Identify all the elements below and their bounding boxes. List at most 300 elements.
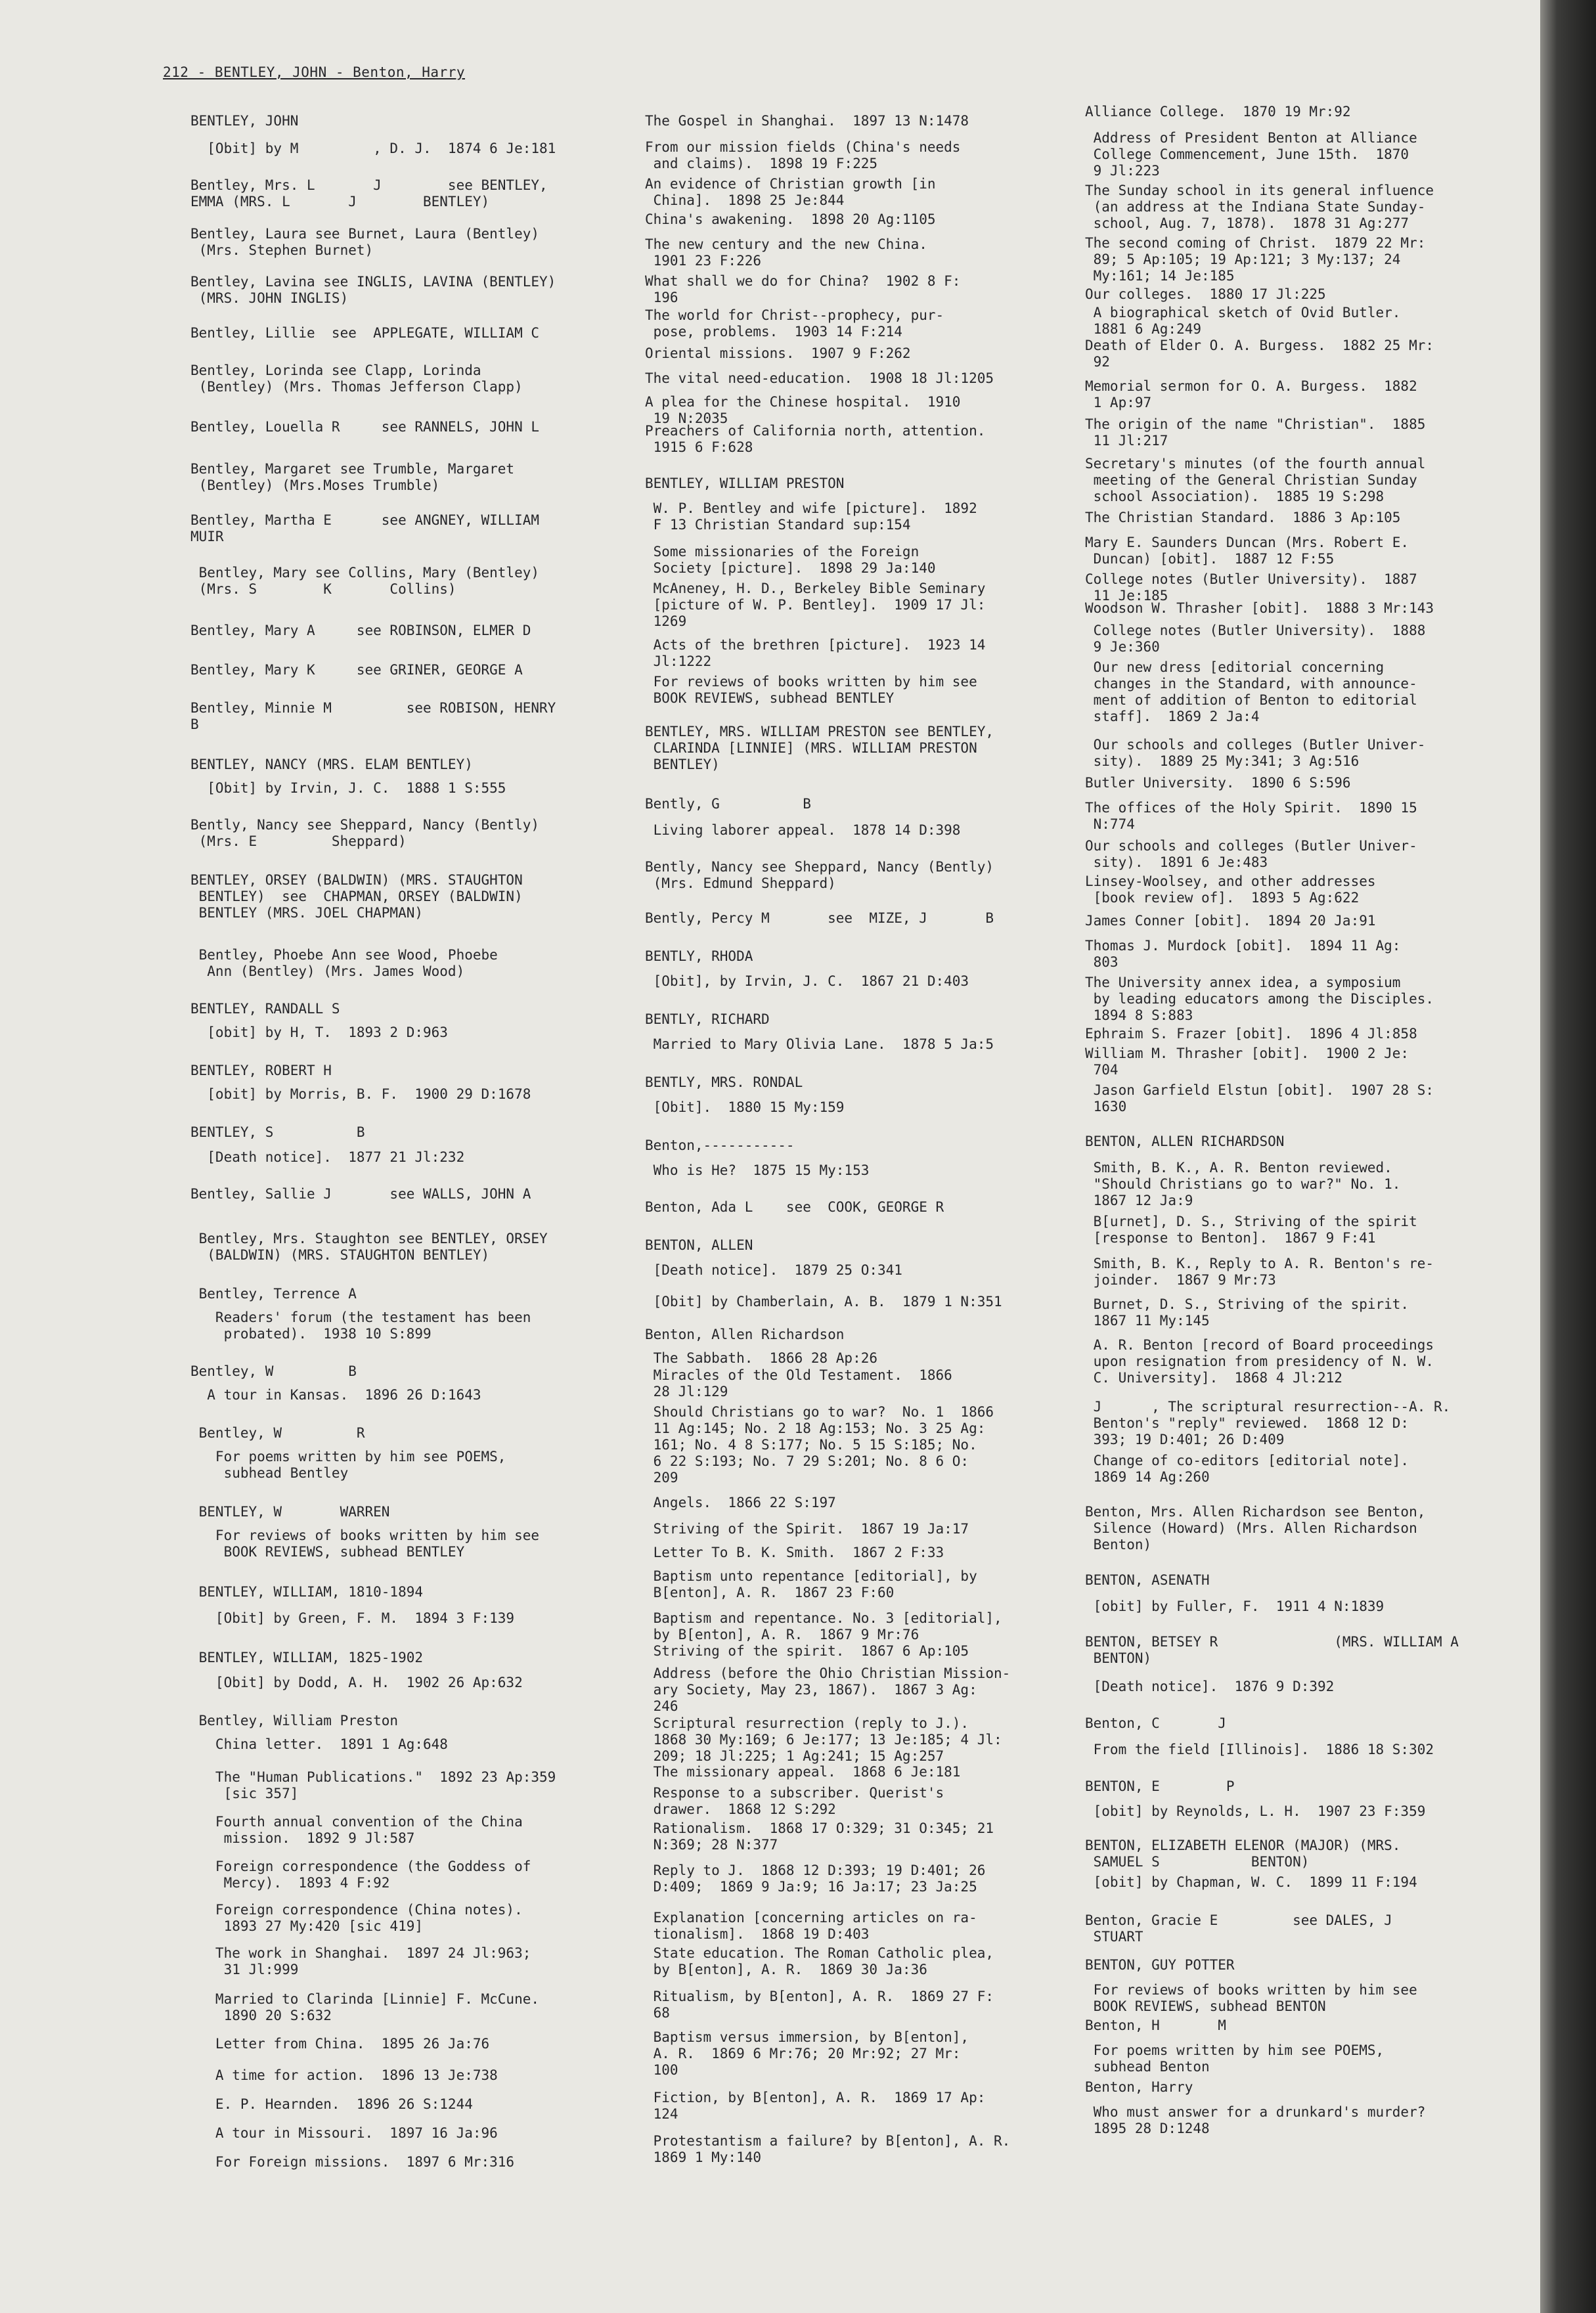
entry-line: Baptism unto repentance [editorial], by bbox=[645, 1568, 977, 1584]
index-entry bbox=[190, 1610, 514, 1627]
entry-line: China's awakening. 1898 20 Ag:1105 bbox=[645, 211, 936, 227]
entry-line: Change of co-editors [editorial note]. bbox=[1085, 1453, 1409, 1468]
entry-line: (Bentley) (Mrs. Thomas Jefferson Clapp) bbox=[190, 379, 523, 395]
entry-line: BENTLEY, MRS. WILLIAM PRESTON see BENTLEY, bbox=[645, 724, 994, 739]
entry-line: [obit] by Chapman, W. C. 1899 11 F:194 bbox=[1085, 1874, 1417, 1890]
index-entry bbox=[645, 1910, 977, 1943]
entry-line: 19 N:2035 bbox=[645, 410, 728, 426]
entry-line: Bentley, Laura see Burnet, Laura (Bentley) bbox=[190, 226, 540, 242]
index-entry bbox=[645, 423, 985, 456]
entry-line: Explanation [concerning articles on ra- bbox=[645, 1910, 977, 1926]
entry-line: The Christian Standard. 1886 3 Ap:105 bbox=[1085, 510, 1401, 525]
entry-line: A tour in Kansas. 1896 26 D:1643 bbox=[190, 1387, 481, 1403]
index-entry bbox=[645, 1162, 869, 1179]
entry-line: College notes (Butler University). 1888 bbox=[1085, 623, 1426, 638]
entry-line: Benton, Harry bbox=[1085, 2079, 1193, 2095]
entry-line: 1869 14 Ag:260 bbox=[1085, 1469, 1210, 1485]
entry-line: 1894 8 S:883 bbox=[1085, 1007, 1193, 1023]
index-entry bbox=[1085, 378, 1417, 411]
entry-line: 393; 19 D:401; 26 D:409 bbox=[1085, 1432, 1285, 1447]
entry-line: College Commencement, June 15th. 1870 bbox=[1085, 146, 1409, 162]
entry-line: The world for Christ--prophecy, pur- bbox=[645, 307, 944, 323]
index-entry bbox=[645, 1294, 1002, 1310]
index-entry bbox=[190, 2125, 498, 2142]
entry-line: For reviews of books written by him see bbox=[190, 1528, 540, 1543]
entry-line: 1881 6 Ag:249 bbox=[1085, 321, 1202, 337]
entry-line: BENTLEY, WILLIAM PRESTON bbox=[645, 475, 845, 491]
index-entry bbox=[190, 2096, 473, 2113]
entry-line: BENTON, BETSEY R (MRS. WILLIAM A bbox=[1085, 1634, 1459, 1650]
entry-line: 100 bbox=[645, 2062, 678, 2078]
entry-line: Burnet, D. S., Striving of the spirit. bbox=[1085, 1296, 1409, 1312]
entry-line: William M. Thrasher [obit]. 1900 2 Je: bbox=[1085, 1046, 1409, 1061]
index-entry bbox=[190, 1149, 464, 1166]
entry-line: Acts of the brethren [picture]. 1923 14 bbox=[645, 637, 986, 653]
index-entry bbox=[1085, 235, 1425, 284]
entry-line: Memorial sermon for O. A. Burgess. 1882 bbox=[1085, 378, 1417, 394]
entry-line: meeting of the General Christian Sunday bbox=[1085, 472, 1417, 488]
entry-line: Scriptural resurrection (reply to J.). bbox=[645, 1715, 969, 1731]
entry-line: STUART bbox=[1085, 1929, 1143, 1945]
index-entry bbox=[645, 544, 936, 577]
entry-line: Living laborer appeal. 1878 14 D:398 bbox=[645, 822, 961, 838]
entry-line: 209; 18 Jl:225; 1 Ag:241; 15 Ag:257 bbox=[645, 1748, 944, 1764]
index-entry bbox=[645, 2090, 985, 2123]
index-entry bbox=[190, 1086, 531, 1103]
entry-line: [Death notice]. 1877 21 Jl:232 bbox=[190, 1149, 465, 1165]
index-entry bbox=[1085, 913, 1376, 929]
entry-line: Bently, G B bbox=[645, 796, 811, 812]
index-entry bbox=[190, 1387, 481, 1403]
entry-line: (Mrs. E Sheppard) bbox=[190, 833, 407, 849]
index-entry bbox=[190, 1859, 531, 1891]
entry-line: BENTLEY, NANCY (MRS. ELAM BENTLEY) bbox=[190, 757, 473, 772]
index-entry bbox=[190, 757, 473, 773]
entry-line: The Sunday school in its general influence bbox=[1085, 183, 1434, 198]
entry-line: 11 Jl:217 bbox=[1085, 433, 1168, 449]
index-entry bbox=[645, 176, 936, 209]
entry-line: Our colleges. 1880 17 Jl:225 bbox=[1085, 286, 1326, 302]
entry-line: Bentley, Lillie see APPLEGATE, WILLIAM C bbox=[190, 325, 540, 341]
index-entry bbox=[190, 1736, 448, 1753]
entry-line: Who is He? 1875 15 My:153 bbox=[645, 1162, 870, 1178]
index-entry bbox=[645, 1074, 803, 1091]
index-entry bbox=[1085, 305, 1400, 338]
entry-line: F 13 Christian Standard sup:154 bbox=[645, 517, 911, 533]
index-entry bbox=[645, 1989, 994, 2021]
entry-line: staff]. 1869 2 Ja:4 bbox=[1085, 709, 1260, 724]
entry-line: Smith, B. K., A. R. Benton reviewed. bbox=[1085, 1160, 1392, 1176]
entry-line: China]. 1898 25 Je:844 bbox=[645, 192, 845, 208]
entry-line: Oriental missions. 1907 9 F:262 bbox=[645, 345, 911, 361]
index-entry bbox=[645, 1820, 994, 1853]
entry-line: 9 Je:360 bbox=[1085, 639, 1160, 655]
entry-line: ary Society, May 23, 1867). 1867 3 Ag: bbox=[645, 1682, 977, 1698]
entry-line: From our mission fields (China's needs bbox=[645, 139, 961, 155]
entry-line: Butler University. 1890 6 S:596 bbox=[1085, 775, 1351, 791]
index-entry bbox=[645, 1785, 944, 1818]
entry-line: Some missionaries of the Foreign bbox=[645, 544, 920, 560]
entry-line: Bentley, Sallie J see WALLS, JOHN A bbox=[190, 1186, 531, 1202]
entry-line: BENTLEY, WILLIAM, 1825-1902 bbox=[190, 1650, 424, 1665]
index-entry bbox=[1085, 1504, 1425, 1553]
index-entry bbox=[1085, 130, 1417, 179]
index-entry bbox=[645, 1568, 977, 1601]
index-entry bbox=[1085, 1337, 1434, 1386]
entry-line: Linsey-Woolsey, and other addresses bbox=[1085, 873, 1376, 889]
index-entry bbox=[645, 859, 994, 892]
entry-line: James Conner [obit]. 1894 20 Ja:91 bbox=[1085, 913, 1376, 929]
entry-line: Bentley, Mary see Collins, Mary (Bentley) bbox=[190, 565, 540, 581]
entry-line: BENTON, E P bbox=[1085, 1778, 1235, 1794]
entry-line: 89; 5 Ap:105; 19 Ap:121; 3 My:137; 24 bbox=[1085, 252, 1401, 267]
index-entry bbox=[1085, 1598, 1384, 1615]
entry-line: EMMA (MRS. L J BENTLEY) bbox=[190, 194, 490, 209]
entry-line: [Obit] by M , D. J. 1874 6 Je:181 bbox=[190, 141, 556, 156]
index-entry bbox=[645, 1237, 753, 1254]
index-entry bbox=[1085, 600, 1434, 617]
index-entry bbox=[645, 1036, 994, 1053]
entry-line: Thomas J. Murdock [obit]. 1894 11 Ag: bbox=[1085, 938, 1401, 954]
entry-line: The "Human Publications." 1892 23 Ap:359 bbox=[190, 1769, 556, 1785]
index-entry bbox=[645, 1099, 844, 1116]
index-entry bbox=[1085, 1296, 1409, 1329]
entry-line: "Should Christians go to war?" No. 1. bbox=[1085, 1176, 1401, 1192]
index-entry bbox=[645, 370, 994, 387]
entry-line: 11 Ag:145; No. 2 18 Ag:153; No. 3 25 Ag: bbox=[645, 1421, 986, 1436]
index-entry bbox=[190, 274, 556, 307]
entry-line: BENTLEY) see CHAPMAN, ORSEY (BALDWIN) bbox=[190, 889, 523, 904]
entry-line: Bently, Percy M see MIZE, J B bbox=[645, 910, 994, 926]
index-entry bbox=[1085, 2079, 1193, 2096]
entry-line: Bently, Nancy see Sheppard, Nancy (Bently) bbox=[645, 859, 994, 875]
entry-line: A time for action. 1896 13 Je:738 bbox=[190, 2067, 498, 2083]
entry-line: [Obit]. 1880 15 My:159 bbox=[645, 1099, 845, 1115]
index-entry bbox=[190, 1425, 365, 1442]
index-entry bbox=[1085, 873, 1376, 906]
entry-line: 246 bbox=[645, 1698, 678, 1714]
index-entry bbox=[1085, 1957, 1235, 1973]
entry-line: Baptism and repentance. No. 3 [editorial], bbox=[645, 1610, 1002, 1626]
entry-line: B bbox=[190, 716, 199, 732]
entry-line: BENTLEY, RANDALL S bbox=[190, 1001, 340, 1017]
index-entry bbox=[190, 512, 539, 545]
binding-shadow bbox=[1540, 0, 1596, 2313]
entry-line: Jason Garfield Elstun [obit]. 1907 28 S: bbox=[1085, 1082, 1434, 1098]
index-entry bbox=[645, 1404, 994, 1486]
entry-line: (Mrs. Stephen Burnet) bbox=[190, 242, 374, 258]
entry-line: Mercy). 1893 4 F:92 bbox=[190, 1875, 390, 1891]
entry-line: 6 22 S:193; No. 7 29 S:201; No. 8 6 O: bbox=[645, 1453, 969, 1469]
index-entry bbox=[1085, 338, 1434, 370]
entry-line: Married to Clarinda [Linnie] F. McCune. bbox=[190, 1991, 540, 2007]
entry-line: Angels. 1866 22 S:197 bbox=[645, 1495, 836, 1510]
index-entry bbox=[1085, 1715, 1226, 1732]
entry-line: [obit] by Morris, B. F. 1900 29 D:1678 bbox=[190, 1086, 531, 1102]
index-entry bbox=[190, 419, 539, 435]
index-entry bbox=[1085, 1256, 1434, 1289]
entry-line: Society [picture]. 1898 29 Ja:140 bbox=[645, 560, 936, 576]
index-entry bbox=[1085, 1214, 1417, 1246]
entry-line: Address (before the Ohio Christian Mission- bbox=[645, 1665, 1011, 1681]
entry-line: BENTLEY, ROBERT H bbox=[190, 1063, 332, 1078]
index-entry bbox=[190, 872, 523, 921]
index-entry bbox=[1085, 1134, 1284, 1150]
entry-line: BENTON, ALLEN bbox=[645, 1237, 753, 1253]
index-entry bbox=[1085, 975, 1434, 1024]
entry-line: subhead Bentley bbox=[190, 1465, 349, 1481]
index-entry bbox=[190, 1650, 423, 1666]
index-entry bbox=[190, 780, 506, 797]
entry-line: sity). 1891 6 Je:483 bbox=[1085, 854, 1268, 870]
index-entry bbox=[1085, 1572, 1210, 1589]
entry-line: BENTLEY, WILLIAM, 1810-1894 bbox=[190, 1584, 424, 1600]
index-entry bbox=[1085, 1679, 1334, 1695]
entry-line: D:409; 1869 9 Ja:9; 16 Ja:17; 23 Ja:25 bbox=[645, 1879, 977, 1895]
index-entry bbox=[645, 1011, 770, 1028]
entry-line: The missionary appeal. 1868 6 Je:181 bbox=[645, 1764, 961, 1780]
entry-line: [Obit] by Dodd, A. H. 1902 26 Ap:632 bbox=[190, 1675, 523, 1690]
entry-line: Fourth annual convention of the China bbox=[190, 1814, 523, 1830]
entry-line: College notes (Butler University). 1887 bbox=[1085, 571, 1417, 587]
entry-line: Ritualism, by B[enton], A. R. 1869 27 F: bbox=[645, 1989, 994, 2004]
index-entry bbox=[190, 1001, 340, 1017]
entry-line: Bentley, Lorinda see Clapp, Lorinda bbox=[190, 363, 481, 378]
entry-line: 196 bbox=[645, 290, 678, 305]
index-entry bbox=[190, 1675, 523, 1691]
entry-line: by leading educators among the Disciples. bbox=[1085, 991, 1434, 1007]
index-entry bbox=[645, 1545, 944, 1561]
entry-line: McAneney, H. D., Berkeley Bible Seminary bbox=[645, 581, 986, 596]
index-entry bbox=[645, 394, 960, 427]
entry-line: Bently, Nancy see Sheppard, Nancy (Bently) bbox=[190, 817, 540, 833]
entry-line: 1895 28 D:1248 bbox=[1085, 2121, 1210, 2136]
index-entry bbox=[645, 345, 911, 362]
entry-line: Our new dress [editorial concerning bbox=[1085, 659, 1385, 675]
index-entry bbox=[190, 1363, 357, 1380]
index-entry bbox=[1085, 416, 1425, 449]
entry-line: Bentley, W R bbox=[190, 1425, 365, 1441]
entry-line: Benton,----------- bbox=[645, 1137, 795, 1153]
entry-line: Bentley, Mrs. L J see BENTLEY, bbox=[190, 177, 548, 193]
entry-line: My:161; 14 Je:185 bbox=[1085, 268, 1235, 284]
entry-line: sity). 1889 25 My:341; 3 Ag:516 bbox=[1085, 753, 1360, 769]
index-entry bbox=[1085, 938, 1400, 971]
entry-line: 28 Jl:129 bbox=[645, 1384, 728, 1399]
entry-line: Bentley, Mary K see GRINER, GEORGE A bbox=[190, 662, 523, 678]
index-entry bbox=[645, 1764, 960, 1780]
entry-line: BENTON, ELIZABETH ELENOR (MAJOR) (MRS. bbox=[1085, 1838, 1401, 1853]
entry-line: Benton, C J bbox=[1085, 1715, 1226, 1731]
index-entry bbox=[645, 2029, 969, 2079]
entry-line: [obit] by H, T. 1893 2 D:963 bbox=[190, 1024, 448, 1040]
index-entry bbox=[645, 1643, 969, 1660]
index-entry bbox=[645, 1199, 944, 1216]
index-entry bbox=[645, 307, 944, 340]
index-entry bbox=[190, 817, 539, 850]
index-entry bbox=[645, 1495, 836, 1511]
entry-line: 1867 11 My:145 bbox=[1085, 1313, 1210, 1329]
entry-line: tionalism]. 1868 19 D:403 bbox=[645, 1926, 870, 1942]
entry-line: [picture of W. P. Bentley]. 1909 17 Jl: bbox=[645, 597, 986, 613]
index-entry bbox=[1085, 286, 1326, 303]
index-entry bbox=[190, 177, 548, 210]
index-entry bbox=[645, 796, 811, 812]
index-entry bbox=[1085, 1874, 1417, 1891]
index-entry bbox=[645, 273, 960, 306]
entry-line: subhead Benton bbox=[1085, 2059, 1210, 2075]
entry-line: (MRS. JOHN INGLIS) bbox=[190, 290, 349, 306]
entry-line: 1893 27 My:420 [sic 419] bbox=[190, 1918, 424, 1934]
entry-line: 1 Ap:97 bbox=[1085, 395, 1152, 410]
entry-line: 68 bbox=[645, 2005, 670, 2021]
index-entry bbox=[190, 565, 539, 598]
entry-line: 161; No. 4 8 S:177; No. 5 15 S:185; No. bbox=[645, 1437, 977, 1453]
index-entry bbox=[645, 674, 977, 707]
entry-line: From the field [Illinois]. 1886 18 S:302 bbox=[1085, 1742, 1434, 1757]
page-header: 212 - BENTLEY, JOHN - Benton, Harry bbox=[163, 64, 466, 80]
entry-line: State education. The Roman Catholic plea, bbox=[645, 1945, 994, 1961]
index-entry bbox=[645, 236, 927, 269]
entry-line: BENTLEY, S B bbox=[190, 1124, 365, 1140]
entry-line: (Mrs. S K Collins) bbox=[190, 581, 456, 597]
entry-line: For reviews of books written by him see bbox=[1085, 1982, 1417, 1998]
index-entry bbox=[645, 1350, 877, 1367]
index-entry bbox=[190, 1991, 539, 2024]
index-entry bbox=[190, 662, 523, 678]
index-entry bbox=[1085, 775, 1351, 791]
entry-line: BENTON, ASENATH bbox=[1085, 1572, 1210, 1588]
entry-line: school Association). 1885 19 S:298 bbox=[1085, 489, 1385, 504]
index-entry bbox=[1085, 838, 1417, 871]
index-entry bbox=[190, 2154, 514, 2170]
index-entry bbox=[645, 1262, 902, 1279]
index-entry bbox=[190, 226, 539, 259]
index-entry bbox=[190, 1504, 389, 1520]
index-entry bbox=[1085, 2017, 1226, 2034]
entry-line: BENTLY, RICHARD bbox=[645, 1011, 770, 1027]
entry-line: Preachers of California north, attention. bbox=[645, 423, 986, 439]
entry-line: BENTLEY, W WARREN bbox=[190, 1504, 390, 1520]
entry-line: BENTON, GUY POTTER bbox=[1085, 1957, 1235, 1973]
entry-line: Death of Elder O. A. Burgess. 1882 25 Mr: bbox=[1085, 338, 1434, 353]
entry-line: (Mrs. Edmund Sheppard) bbox=[645, 875, 836, 891]
entry-line: [Obit] by Irvin, J. C. 1888 1 S:555 bbox=[190, 780, 506, 796]
index-entry bbox=[645, 1521, 969, 1537]
entry-line: Bentley, Lavina see INGLIS, LAVINA (BENTLEY) bbox=[190, 274, 556, 290]
entry-line: 704 bbox=[1085, 1062, 1119, 1078]
entry-line: A biographical sketch of Ovid Butler. bbox=[1085, 305, 1401, 320]
entry-line: Ephraim S. Frazer [obit]. 1896 4 Jl:858 bbox=[1085, 1026, 1417, 1042]
entry-line: Should Christians go to war? No. 1 1866 bbox=[645, 1404, 994, 1420]
entry-line: N:369; 28 N:377 bbox=[645, 1837, 778, 1853]
entry-line: Benton, Ada L see COOK, GEORGE R bbox=[645, 1199, 944, 1215]
entry-line: ment of addition of Benton to editorial bbox=[1085, 692, 1417, 708]
index-entry bbox=[645, 1137, 795, 1154]
entry-line: 1869 1 My:140 bbox=[645, 2149, 762, 2165]
entry-line: joinder. 1867 9 Mr:73 bbox=[1085, 1272, 1276, 1288]
entry-line: Ann (Bentley) (Mrs. James Wood) bbox=[190, 963, 465, 979]
index-entry bbox=[190, 947, 498, 980]
entry-line: A. R. Benton [record of Board proceedings bbox=[1085, 1337, 1434, 1353]
entry-line: Benton) bbox=[1085, 1537, 1152, 1553]
entry-line: BENTON) bbox=[1085, 1650, 1152, 1666]
index-entry bbox=[645, 1665, 1010, 1715]
entry-line: MUIR bbox=[190, 529, 224, 544]
entry-line: CLARINDA [LINNIE] (MRS. WILLIAM PRESTON bbox=[645, 740, 977, 756]
index-entry bbox=[1085, 1046, 1409, 1078]
entry-line: 9 Jl:223 bbox=[1085, 163, 1160, 179]
entry-line: mission. 1892 9 Jl:587 bbox=[190, 1830, 415, 1846]
index-entry bbox=[1085, 1399, 1450, 1448]
entry-line: [Obit] by Chamberlain, A. B. 1879 1 N:351 bbox=[645, 1294, 1002, 1310]
entry-line: Bentley, Louella R see RANNELS, JOHN L bbox=[190, 419, 540, 435]
entry-line: Bentley, Margaret see Trumble, Margaret bbox=[190, 461, 515, 477]
entry-line: Benton's "reply" reviewed. 1868 12 D: bbox=[1085, 1415, 1409, 1431]
entry-line: The offices of the Holy Spirit. 1890 15 bbox=[1085, 800, 1417, 816]
entry-line: Bentley, Martha E see ANGNEY, WILLIAM bbox=[190, 512, 540, 528]
entry-line: The Gospel in Shanghai. 1897 13 N:1478 bbox=[645, 113, 969, 129]
index-entry bbox=[1085, 1838, 1400, 1870]
entry-line: Our schools and colleges (Butler Univer- bbox=[1085, 838, 1417, 854]
index-entry bbox=[1085, 183, 1434, 232]
entry-line: 1269 bbox=[645, 613, 687, 629]
entry-line: Striving of the Spirit. 1867 19 Ja:17 bbox=[645, 1521, 969, 1537]
index-entry bbox=[190, 1231, 548, 1264]
entry-line: BENTON, ALLEN RICHARDSON bbox=[1085, 1134, 1285, 1149]
entry-line: For reviews of books written by him see bbox=[645, 674, 977, 690]
index-entry bbox=[190, 1814, 523, 1847]
index-entry bbox=[645, 637, 985, 670]
entry-line: An evidence of Christian growth [in bbox=[645, 176, 936, 192]
index-entry bbox=[190, 1286, 357, 1302]
index-entry bbox=[1085, 571, 1417, 604]
entry-line: 209 bbox=[645, 1470, 678, 1486]
index-entry bbox=[190, 1584, 423, 1600]
entry-line: 1901 23 F:226 bbox=[645, 253, 762, 269]
index-entry bbox=[190, 1310, 531, 1342]
entry-line: B[urnet], D. S., Striving of the spirit bbox=[1085, 1214, 1417, 1229]
entry-line: Benton, H M bbox=[1085, 2017, 1226, 2033]
entry-line: and claims). 1898 19 F:225 bbox=[645, 156, 878, 171]
entry-line: [Obit], by Irvin, J. C. 1867 21 D:403 bbox=[645, 973, 969, 989]
entry-line: 92 bbox=[1085, 354, 1110, 370]
entry-line: [obit] by Fuller, F. 1911 4 N:1839 bbox=[1085, 1598, 1385, 1614]
entry-line: Address of President Benton at Alliance bbox=[1085, 130, 1417, 146]
entry-line: Miracles of the Old Testament. 1866 bbox=[645, 1367, 952, 1383]
entry-line: BOOK REVIEWS, subhead BENTLEY bbox=[190, 1544, 465, 1560]
entry-line: The University annex idea, a symposium bbox=[1085, 975, 1401, 990]
index-entry bbox=[645, 113, 969, 129]
index-entry bbox=[190, 141, 556, 157]
index-entry bbox=[1085, 1082, 1434, 1115]
entry-line: (Bentley) (Mrs.Moses Trumble) bbox=[190, 477, 440, 493]
index-entry bbox=[645, 822, 960, 839]
index-entry bbox=[645, 475, 844, 492]
entry-line: C. University]. 1868 4 Jl:212 bbox=[1085, 1370, 1342, 1386]
index-entry bbox=[1085, 800, 1417, 833]
entry-line: Baptism versus immersion, by B[enton], bbox=[645, 2029, 969, 2045]
index-entry bbox=[645, 500, 977, 533]
entry-line: 1630 bbox=[1085, 1099, 1127, 1114]
index-entry bbox=[645, 724, 994, 773]
index-entry bbox=[1085, 1453, 1409, 1486]
entry-line: [Obit] by Green, F. M. 1894 3 F:139 bbox=[190, 1610, 515, 1626]
entry-line: Bentley, W B bbox=[190, 1363, 357, 1379]
entry-line: Letter To B. K. Smith. 1867 2 F:33 bbox=[645, 1545, 944, 1560]
entry-line: drawer. 1868 12 S:292 bbox=[645, 1801, 836, 1817]
index-entry bbox=[190, 363, 523, 395]
